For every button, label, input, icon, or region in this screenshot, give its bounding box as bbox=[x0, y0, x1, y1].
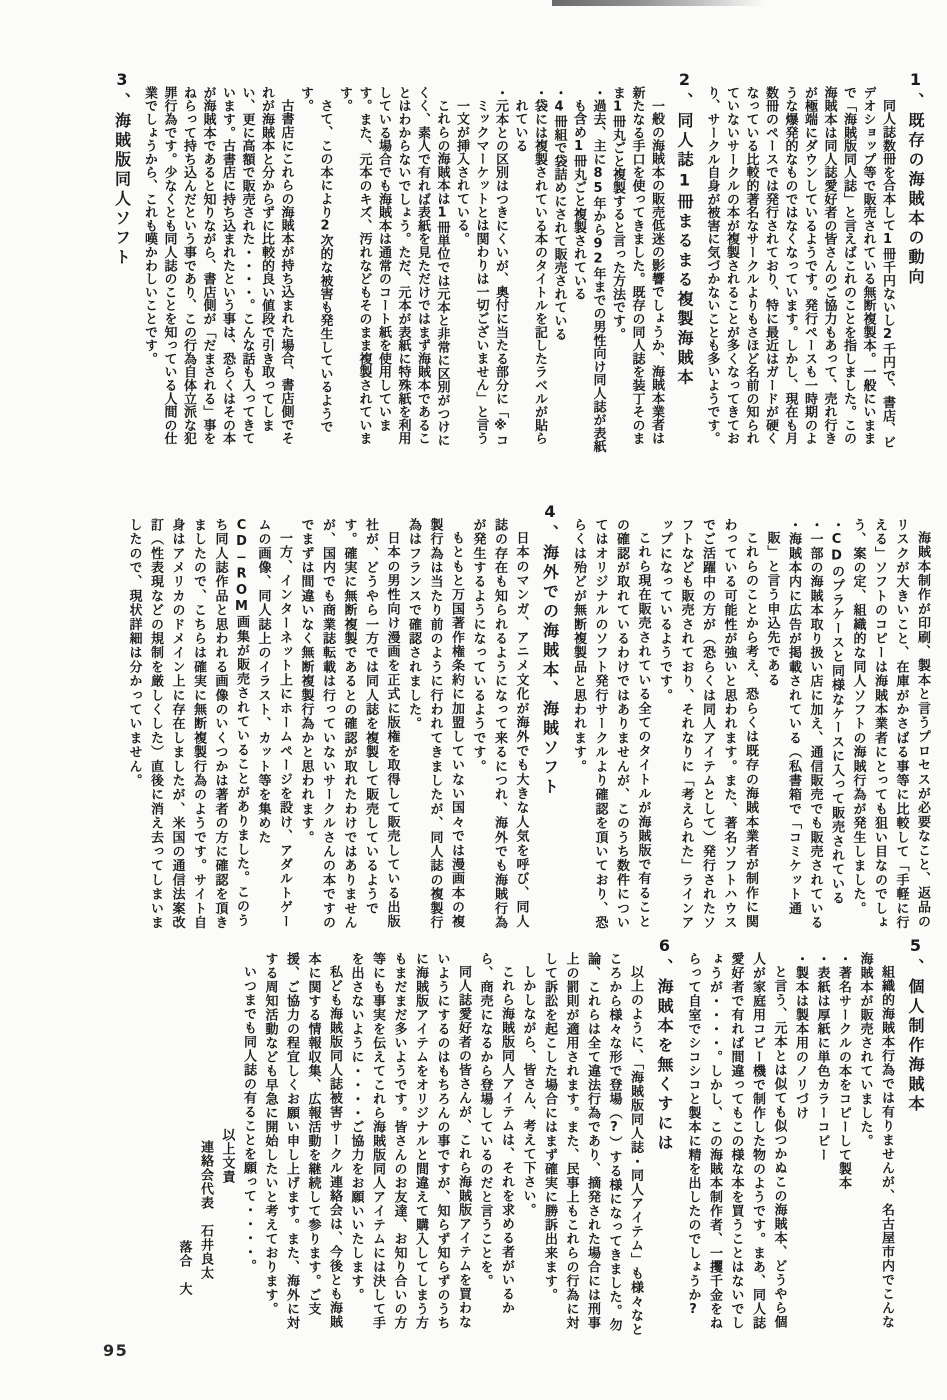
paragraph: これらの海賊本は1冊単位では元本と非常に区別がつけにくく、素人で有れば表紙を見ただけではまず海賊本であることはわからないでしょう。ただ、元本が表紙に特殊紙を利用している場合でも海賊本は通常のコート紙を使用しています。また、元本のキズ、汚れなどもそのまま複製されています。 bbox=[337, 86, 450, 447]
paragraph: いつまでも同人誌の有ることを願って・・・・。 bbox=[241, 965, 256, 1273]
section-1-heading: 1、既存の海賊本の動向 bbox=[906, 70, 925, 288]
paragraph: これら現在販売されている全てのタイトルが海賊版で有ることの確認が取れているわけではありませんが、このうち数件についてはオリジナルのソフト発行サークルより確認を頂いており、恐らくは殆どが無断複製品と思われます。 bbox=[571, 518, 651, 930]
bullet-item: ・海賊本内に広告が掲載されている（私書箱で「コミケット通販」と言う申込先である bbox=[764, 518, 801, 916]
bullet-item: ・元本との区別はつきにくいが、奥付に当たる部分に「※コミックマーケットとは関わりは一切ございません」と言う一文が挿入されている。 bbox=[454, 86, 508, 448]
paragraph: 組織的海賊本行為では有りませんが、名古屋市内でこんな海賊本が販売されていました。 bbox=[857, 952, 894, 1329]
bullet-item: ・4冊組で袋詰めにされて販売されている bbox=[551, 86, 567, 341]
text-band-top bbox=[38, 70, 933, 456]
section-3-heading: 3、海賊版同人ソフト bbox=[112, 70, 132, 268]
bullet-item: ・一部の海賊本取り扱い店に加え、通信販売でも販売されている bbox=[807, 518, 823, 930]
paragraph: 一般の海賊本の販売低迷の影響でしょうか、海賊本業者は新たなる手口を使ってきました。既存の同人誌を装丁そのまま1冊丸ごと複製すると言った方法です。 bbox=[610, 86, 664, 446]
paragraph: 以上のように、「海賊版同人誌・同人アイテム」も様々なところから様々な形で登場（?）する様になってきました。勿論、これらは全て違法行為であり、摘発された場合には刑事上の罰則が適用されます。また、民事上もこれらの行為に対して訴訟を起こした場合にはまず確実に勝訴出来ます。 bbox=[542, 952, 643, 1337]
page-number: 95 bbox=[103, 1341, 129, 1360]
bullet-item: ・袋には複製されている本のタイトルを記したラベルが貼られている bbox=[512, 86, 547, 446]
bullet-item: ・著名サークルの本をコピーして製本 bbox=[836, 952, 851, 1190]
closing-credit: 以上文責 bbox=[219, 1128, 235, 1184]
paragraph: 私ども海賊版同人誌被害サークル連絡会は、今後とも海賊本に関する情報収集、広報活動を継続して参ります。ご支援、ご協力の程宜しくお願い申し上げます。また、海外に対する周知活動なども早急に開始したいと考えております。 bbox=[262, 952, 342, 1330]
paragraph: しかしながら、皆さん、考えて下さい。 bbox=[520, 965, 536, 1217]
bullet-item: ・過去、主に85年から92年までの男性向け同人誌が表紙も含め1冊丸ごと複製されている bbox=[571, 86, 606, 454]
text-band-middle bbox=[38, 502, 933, 932]
text-band-bottom bbox=[38, 936, 933, 1341]
section-2-heading: 2、同人誌1冊まるまる複製海賊本 bbox=[675, 70, 694, 388]
paragraph: さて、この本により2次的な被害も発生しているようです。 bbox=[298, 86, 333, 434]
paragraph: と言う、元本とは似ても似つかぬこの海賊本、どうやら個人が家庭用コピー機で制作した物のようです。まあ、同人誌愛好者で有れば間違ってもこの様な本を買うことはないでしょうが・・・・。しかし、この海賊本制作者、一攫千金をねらって自室でシコシコと製本に精を出したのでしょうか? bbox=[685, 952, 787, 1330]
representative-name: 落合 大 bbox=[176, 1240, 192, 1296]
paragraph: 日本のマンガ、アニメ文化が海外でも大きな人気を呼び、同人誌の存在も知られるようになって来るにつれ、海外でも海賊行為が発生するようになっているようです。 bbox=[470, 518, 529, 930]
paragraph: これら海賊版同人アイテムは、それを求める者がいるから、商売になるから登場しているのだと言うことを。 bbox=[477, 952, 514, 1315]
bullet-item: ・CDのプラケースと同様なケースに入って販売されている bbox=[829, 518, 844, 906]
scan-artifact-bar bbox=[552, 0, 764, 6]
bullet-item: ・表紙は厚紙に単色カラーコピー bbox=[814, 952, 830, 1162]
section-5-heading: 5、個人制作海賊本 bbox=[906, 936, 925, 1115]
representative-name: 連絡会代表 石井良太 bbox=[198, 1140, 213, 1280]
paragraph: 古書店にこれらの海賊本が持ち込まれた場合、書店側でそれが海賊本と分からずに比較的良い値段で引き取ってしまい、更に高額で販売された・・・・。こんな話も入ってきています。古書店に持ち込まれたという事は、恐らくはその本が海賊本であると知りながら、書店側が「だまされる」事をねらって持ち込んだという事であり、この行為自体立派な犯罪行為です。少なくとも同人誌のことを知っている人間の仕業でしょうから、これも嘆かわしいことです。 bbox=[142, 86, 294, 446]
paragraph: 一方、インターネット上にホームページを設け、アダルトゲームの画像、同人誌上のイラスト、カット等を集めたCD−ROM画集が販売されていることがありました。このうち同人誌作品と思われる画像のいくつかは著者の方に確認を頂きましたので、こちらは確実に無断複製行為のようです。サイト自身はアメリカのドメイン上に存在しましたが、米国の通信法案改訂（性表現などの規制を厳しくした）直後に消え去ってしまいましたので、現状詳細は分かっていません。 bbox=[126, 518, 292, 930]
section-6-heading: 6、海賊本を無くすには bbox=[655, 936, 674, 1154]
bullet-item: ・製本は製本用のノリづけ bbox=[793, 952, 808, 1120]
paragraph: 海賊本制作が印刷、製本と言うプロセスが必要なこと、返品のリスクが大きいこと、在庫がかさばる事等に比較して「手軽に行える」ソフトのコピーは海賊本業者にとっても狙い目なのでしょう、案の定、組織的な同人ソフトの海賊行為が発生しました。 bbox=[850, 518, 930, 930]
paragraph: 日本の男性向け漫画を正式に版権を取得して販売している出版社が、どうやら一方では同人誌を複製して販売しているようです。確実に無断複製であるとの確認が取れたわけではありませんが、国内でも商業誌転載は行っていないサークルさんの本ですのでまずは間違いなく無断複製行為かと思われます。 bbox=[298, 518, 400, 930]
paragraph: 同人誌数冊を合本して1冊千円ないし2千円で、書店、ビデオショップ等で販売されている無断複製本。一般にいままで「海賊版同人誌」と言えばこれのことを指しました。この海賊本は同人誌愛好者の皆さんのご協力もあって、売れ行きが極端にダウンしているようです。発行ペースも一時期のような爆発的なものではなくなっています。しかし、現在も月数冊のペースでは発行されており、特に最近はガードが硬くなっている比較的著名なサークルよりもさほど名前の知られていないサークルの本が複製されることが多くなってきており、サークル自身が被害に気づかないことも多いようです。 bbox=[704, 86, 895, 449]
paragraph: 同人誌愛好者の皆さんが、これら海賊版アイテムを買わないようにするのはもちろんの事ですが、知らず知らずのうちに海賊版アイテムをオリジナルと間違えて購入してしまう方もまだまだ多いようです。皆さんのお友達、お知り合いの方等にも事実を伝えてこれら海賊版同人アイテムには決して手を出さないように・・・・ご協力をお願いいたします。 bbox=[348, 952, 471, 1330]
section-4-heading: 4、海外での海賊本、海賊ソフト bbox=[540, 502, 560, 798]
paragraph: もともと万国著作権条約に加盟していない国々では漫画本の複製行為は当たり前のように行われてきましたが、同人誌の複製行為はフランスで確認されました。 bbox=[406, 518, 464, 930]
paragraph: これらのことから考え、恐らくは既存の海賊本業者が制作に関わっている可能性が強いと思われます。また、著名ソフトハウスでご活躍中の方が（恐らくは同人アイテムとして）発行されたソフトなども販売されており、それなりに「考えられた」ラインアップになっているようです。 bbox=[657, 518, 758, 930]
